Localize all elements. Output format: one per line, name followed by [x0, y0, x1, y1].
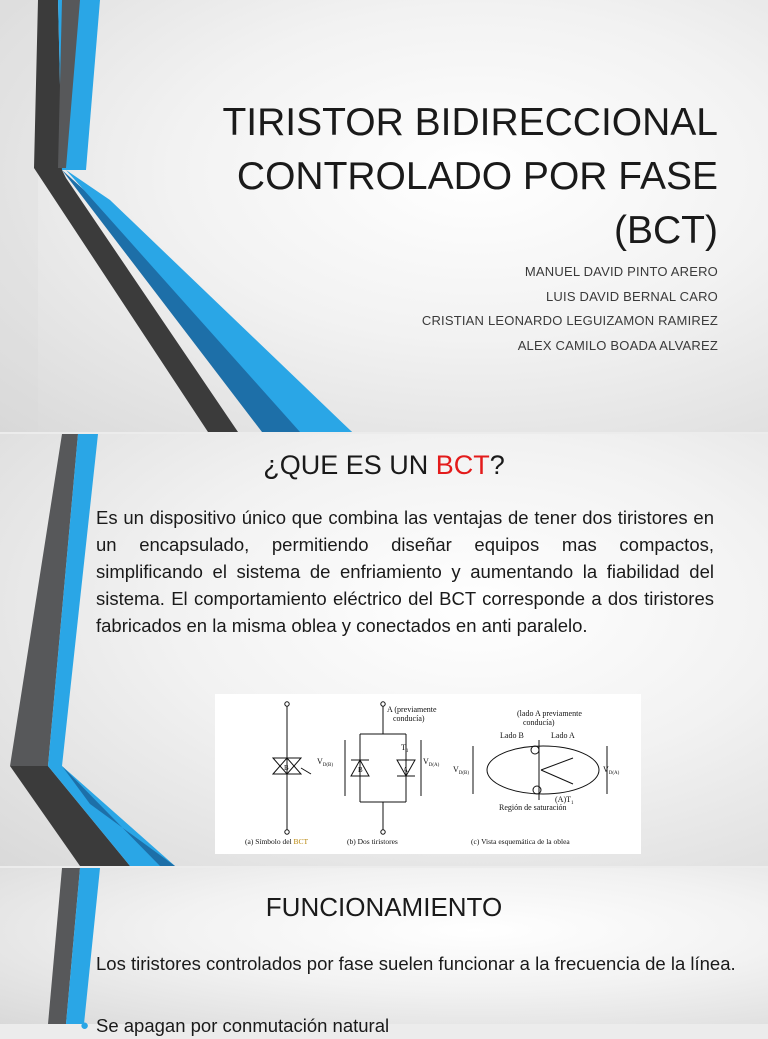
- label-at1: $(A)T_1$: [555, 795, 574, 806]
- author-name: ALEX CAMILO BOADA ALVAREZ: [517, 337, 718, 353]
- decorative-stripes: [0, 434, 240, 866]
- label-t1: $T_1$: [401, 743, 409, 754]
- bullet-icon: ●: [80, 1017, 90, 1034]
- svg-text:conducía): conducía): [523, 718, 555, 727]
- caption-a: (a) Símbolo del BCT: [245, 837, 309, 846]
- bullet-point: ● Se apagan por conmutación natural: [96, 1012, 746, 1039]
- label-vdb: $V_{D(B)}$: [317, 757, 334, 768]
- wafer-schematic: [473, 740, 607, 800]
- caption-b: (b) Dos tiristores: [347, 837, 398, 846]
- bct-symbol: [273, 702, 311, 834]
- definition-slide: [0, 434, 768, 866]
- label-lado-b: Lado B: [500, 731, 524, 740]
- operation-slide: [0, 868, 768, 1036]
- bullet-point: ● Es un dispositivo único que combina las ventajas de tener dos tiristores en un encapsulado, permitiendo diseñar equipos mas compactos, simplificando el sistema de enfriamiento y aumentando la fiabilidad del sistema. El comportamiento eléctrico del BCT corresponde a dos tiristores fabricados en la misma oblea y conectados en anti paralelo.: [96, 504, 714, 639]
- title-slide: [0, 0, 768, 432]
- slide-title: FUNCIONAMIENTO: [265, 892, 503, 922]
- bct-diagram: [215, 694, 641, 854]
- label-vdb-wafer: $V_{D(B)}$: [453, 765, 470, 776]
- label-vda: $V_{D(A)}$: [423, 757, 440, 768]
- author-name: CRISTIAN LEONARDO LEGUIZAMON RAMIREZ: [421, 313, 718, 328]
- slide-title: ¿QUE ES UN BCT?: [263, 450, 505, 480]
- bullet-icon: ●: [80, 509, 90, 526]
- label-a-previously: A (previamente: [387, 705, 437, 714]
- label-lado-a: Lado A: [551, 731, 575, 740]
- bullet-icon: ●: [80, 955, 90, 972]
- author-list: [422, 260, 718, 358]
- author-name: LUIS DAVID BERNAL CARO: [546, 288, 718, 304]
- svg-text:B: B: [358, 766, 363, 774]
- bullet-point: ● Los tiristores controlados por fase suelen funcionar a la frecuencia de la línea.: [96, 950, 746, 977]
- label-region: Región de saturación: [499, 803, 567, 812]
- svg-text:A: A: [403, 766, 409, 774]
- author-name: MANUEL DAVID PINTO ARERO: [524, 264, 718, 279]
- label-vda-wafer: $V_{D(A)}$: [603, 765, 620, 776]
- label-b: B: [284, 764, 289, 772]
- label-conducia: conducía): [393, 714, 425, 723]
- label-lado-a-previously: (lado A previamente: [517, 709, 582, 718]
- caption-c: (c) Vista esquemática de la oblea: [471, 837, 570, 846]
- presentation-title: TIRISTOR BIDIRECCIONAL CONTROLADO POR FASE (BCT): [222, 101, 718, 252]
